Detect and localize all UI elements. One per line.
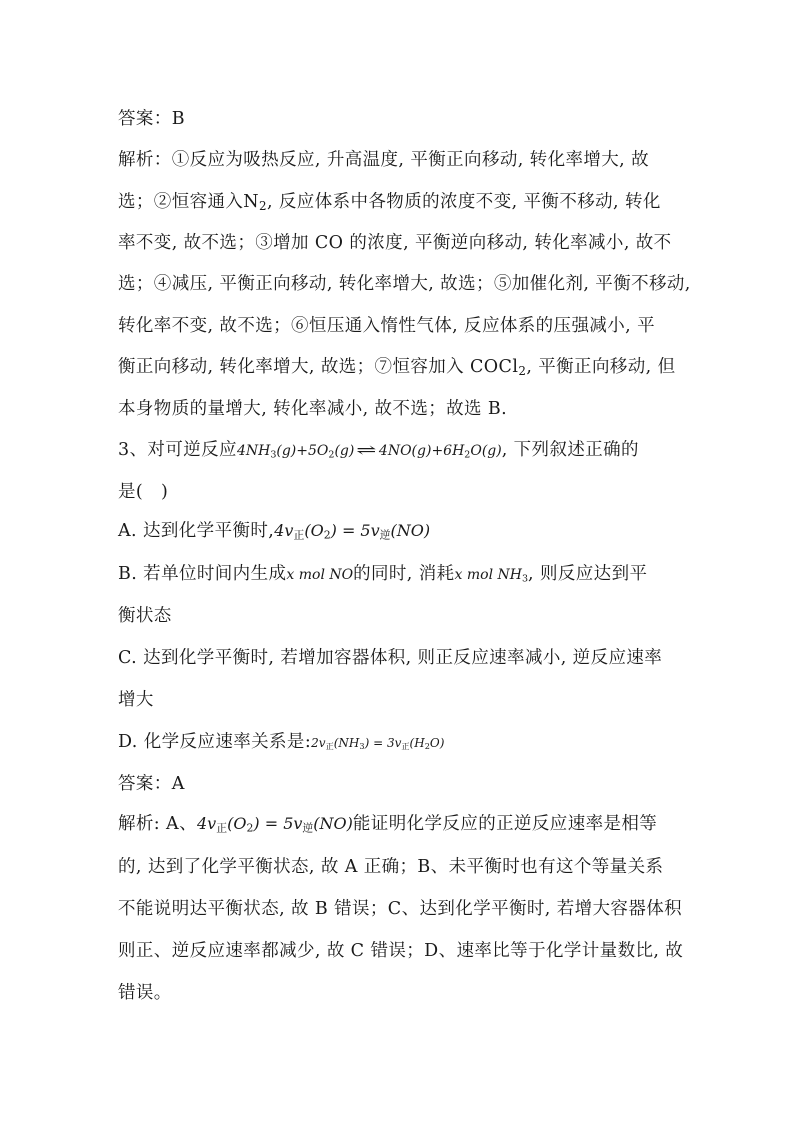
option-b-math-2-a: x mol NH [454, 567, 522, 583]
option-d-s4: 2 [424, 741, 430, 752]
reaction-equation [237, 443, 502, 459]
analysis-1-line-6-b: , 平衡正向移动, 但 [526, 357, 676, 377]
option-b-line-1 [118, 562, 688, 587]
option-a-m3: ) = 5v [330, 521, 380, 540]
analysis-2-line-1-a: 解析: A、 [118, 814, 197, 834]
answer-line-2: 答案：A [118, 774, 185, 794]
eq-lhs-a-sub: 3 [270, 449, 277, 461]
analysis-2-s2: 2 [246, 821, 254, 835]
analysis-2-line-2: 的, 达到了化学平衡状态, 故 A 正确；B、未平衡时也有这个等量关系 [118, 857, 664, 877]
eq-lhs-c: (g) [334, 443, 355, 459]
answer-line-1: 答案：B [118, 109, 185, 129]
analysis-2-line-4: 则正、逆反应速率都减少, 故 C 错误；D、速率比等于化学计量数比, 故 [118, 941, 684, 961]
option-b-math-1: x mol NO [286, 567, 354, 583]
analysis-2-line-3: 不能说明达平衡状态, 故 B 错误；C、达到化学平衡时, 若增大容器体积 [118, 899, 683, 919]
analysis-2-m3: ) = 5v [253, 814, 303, 833]
analysis-1-line-1: 解析：①反应为吸热反应, 升高温度, 平衡正向移动, 转化率增大, 故 [118, 150, 649, 170]
option-d-formula [311, 736, 444, 750]
analysis-2-m4: (NO) [313, 814, 353, 833]
analysis-1-line-2-a: 选；②恒容通入N [118, 192, 260, 212]
option-d-text: D. 化学反应速率关系是: [118, 732, 312, 752]
option-a-m1: 4v [274, 521, 294, 540]
analysis-2-formula [197, 814, 353, 833]
question-3-line-2: 是( ) [118, 482, 169, 502]
option-d-m2: (NH [333, 736, 360, 750]
option-d [118, 730, 688, 755]
analysis-2-s3: 逆 [302, 821, 314, 835]
option-b-text-3: , 则反应达到平 [528, 564, 648, 584]
option-a-s2: 2 [323, 528, 331, 542]
option-b-line-2: 衡状态 [118, 606, 172, 626]
option-d-m3: ) = 3v [364, 736, 402, 750]
option-d-m4: (H [409, 736, 425, 750]
option-d-s1: 正 [325, 741, 334, 752]
analysis-2-m2: (O [227, 814, 247, 833]
question-3-line-1 [118, 438, 688, 463]
option-b-text-1: B. 若单位时间内生成 [118, 564, 287, 584]
option-a-text: A. 达到化学平衡时, [118, 521, 275, 541]
analysis-2-m1: 4v [197, 814, 217, 833]
option-a-m2: (O [304, 521, 324, 540]
option-a [118, 519, 688, 543]
analysis-1-line-6 [118, 355, 688, 379]
analysis-2-line-1-b: 能证明化学反应的正逆反应速率是相等 [352, 814, 658, 834]
question-3-tail: , 下列叙述正确的 [501, 440, 639, 460]
analysis-1-line-2-sub: 2 [259, 198, 267, 213]
option-c-line-1: C. 达到化学平衡时, 若增加容器体积, 则正反应速率减小, 逆反应速率 [118, 648, 663, 668]
eq-rhs-a-sub: 2 [464, 449, 471, 461]
analysis-1-line-2 [118, 190, 688, 214]
eq-rhs-b: O(g) [470, 443, 502, 459]
option-b-math-2-sub: 3 [521, 573, 529, 585]
analysis-2-line-1 [118, 812, 688, 836]
option-b-text-2: 的同时, 消耗 [353, 564, 455, 584]
option-d-m5: O) [429, 736, 445, 750]
eq-lhs-a: 4NH [236, 443, 271, 459]
eq-lhs-b: (g)+5O [276, 443, 329, 459]
option-d-s3: 正 [401, 741, 410, 752]
option-a-m4: (NO) [390, 521, 431, 540]
option-a-formula [274, 521, 430, 540]
question-3-lead: 3、对可逆反应 [118, 440, 237, 460]
analysis-1-line-3: 率不变, 故不选；③增加 CO 的浓度, 平衡逆向移动, 转化率减小, 故不 [118, 233, 672, 253]
option-a-s1: 正 [293, 528, 305, 542]
analysis-1-line-4: 选；④减压, 平衡正向移动, 转化率增大, 故选；⑤加催化剂, 平衡不移动, [118, 274, 691, 294]
analysis-1-line-7: 本身物质的量增大, 转化率减小, 故不选；故选 B. [118, 399, 508, 419]
eq-lhs-b-sub: 2 [328, 449, 335, 461]
option-d-s2: 3 [359, 741, 365, 752]
eq-rhs-a: 4NO(g)+6H [378, 443, 465, 459]
analysis-1-line-5: 转化率不变, 故不选；⑥恒压通入惰性气体, 反应体系的压强减小, 平 [118, 316, 655, 336]
analysis-1-line-2-b: , 反应体系中各物质的浓度不变, 平衡不移动, 转化 [266, 192, 661, 212]
analysis-1-line-6-a: 衡正向移动, 转化率增大, 故选；⑦恒容加入 COCl [118, 357, 519, 377]
option-d-m1: 2v [311, 736, 326, 750]
analysis-2-s1: 正 [216, 821, 228, 835]
analysis-2-line-5: 错误。 [118, 983, 172, 1003]
option-a-s3: 逆 [379, 528, 391, 542]
option-c-line-2: 增大 [118, 690, 154, 710]
equilibrium-arrow-icon: ⇌ [356, 441, 377, 459]
option-b-math-2 [455, 567, 529, 583]
analysis-1-line-6-sub: 2 [518, 363, 527, 378]
